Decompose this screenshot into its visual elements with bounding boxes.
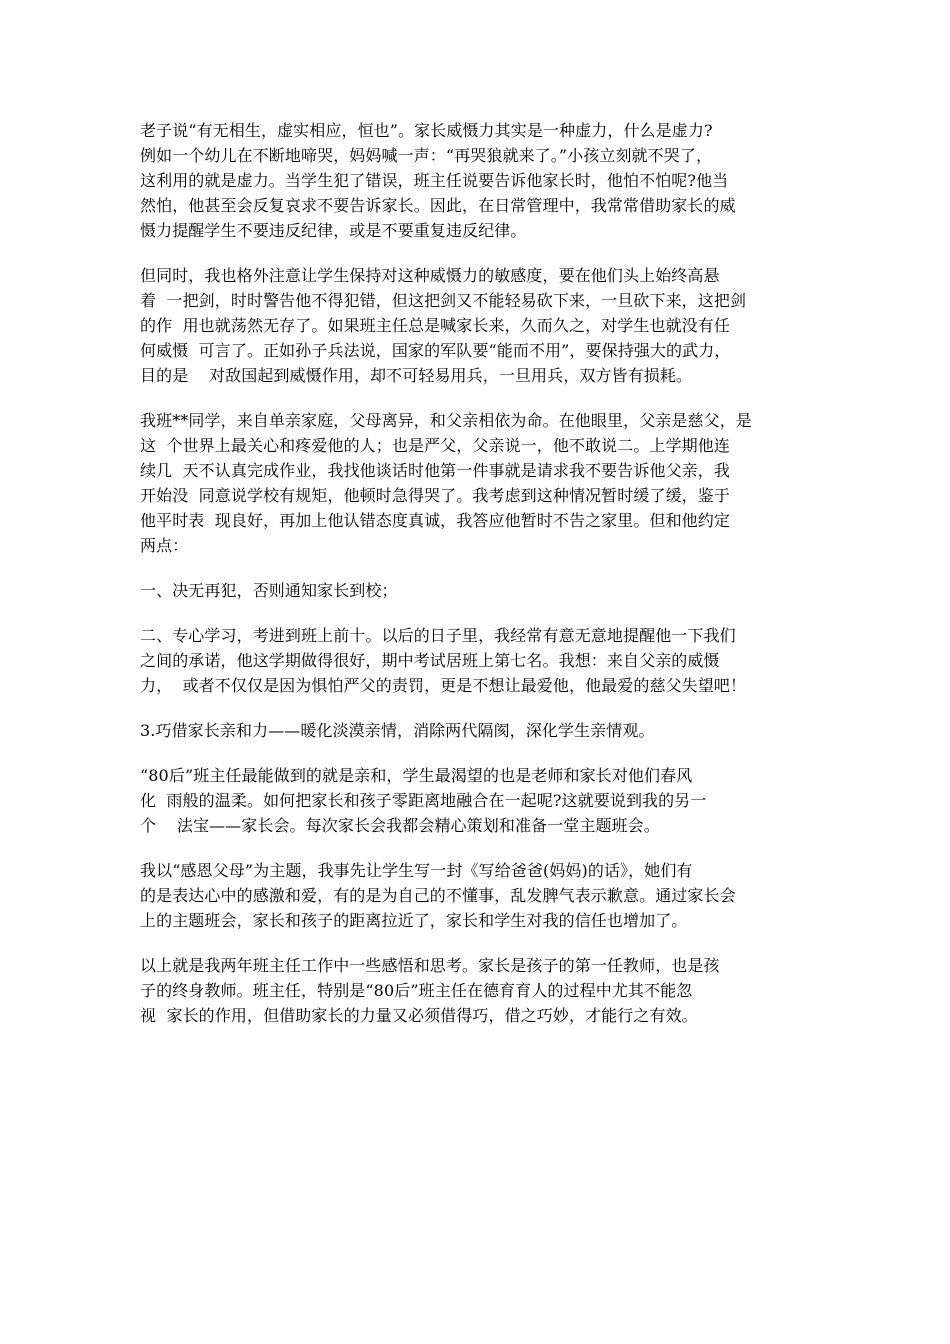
paragraph-line: 上的主题班会，家长和孩子的距离拉近了，家长和学生对我的信任也增加了。 [140, 911, 688, 930]
paragraph-1 [140, 118, 812, 243]
paragraph-3 [140, 408, 812, 558]
paragraph-4 [140, 578, 812, 603]
paragraph-line: 的是表达心中的感激和爱，有的是为自己的不懂事，乱发脾气表示歉意。通过家长会 [140, 886, 736, 905]
section-heading [140, 718, 812, 743]
paragraph-line: 这利用的就是虚力。当学生犯了错误，班主任说要告诉他家长时，他怕不怕呢?他当 [140, 171, 729, 190]
paragraph-line: 我班**同学，来自单亲家庭，父母离异，和父亲相依为命。在他眼里，父亲是慈父，是 [140, 411, 752, 430]
paragraph-line: 我以“感恩父母”为主题，我事先让学生写一封《写给爸爸(妈妈)的话》，她们有 [140, 861, 693, 880]
paragraph-line: 视 家长的作用，但借助家长的力量又必须借得巧，借之巧妙，才能行之有效。 [140, 1006, 698, 1025]
paragraph-line: 但同时，我也格外注意让学生保持对这种威慑力的敏感度，要在他们头上始终高悬 [140, 266, 720, 285]
paragraph-line: 的作 用也就荡然无存了。如果班主任总是喊家长来，久而久之，对学生也就没有任 [140, 316, 730, 335]
paragraph-line: 个 法宝——家长会。每次家长会我都会精心策划和准备一堂主题班会。 [140, 816, 660, 835]
paragraph-line: 老子说“有无相生，虚实相应，恒也”。家长威慑力其实是一种虚力，什么是虚力? [140, 121, 713, 140]
paragraph-7 [140, 763, 812, 838]
paragraph-line: 续几 天不认真完成作业，我找他谈话时他第一件事就是请求我不要告诉他父亲，我 [140, 461, 730, 480]
paragraph-8 [140, 858, 812, 933]
paragraph-9 [140, 953, 812, 1028]
paragraph-line: 何威慑 可言了。正如孙子兵法说，国家的军队要“能而不用”，要保持强大的武力， [140, 341, 731, 360]
paragraph-line: 着 一把剑，时时警告他不得犯错，但这把剑又不能轻易砍下来，一旦砍下来，这把剑 [140, 291, 747, 310]
paragraph-line: 慑力提醒学生不要违反纪律，或是不要重复违反纪律。 [140, 221, 527, 240]
paragraph-line: 以上就是我两年班主任工作中一些感悟和思考。家长是孩子的第一任教师，也是孩 [140, 956, 720, 975]
paragraph-line: 之间的承诺，他这学期做得很好，期中考试居班上第七名。我想：来自父亲的威慑 [140, 651, 720, 670]
paragraph-line: 一、决无再犯，否则通知家长到校； [140, 581, 398, 600]
section-heading-line: 3.巧借家长亲和力——暖化淡漠亲情，消除两代隔阂，深化学生亲情观。 [140, 721, 655, 740]
paragraph-line: 然怕，他甚至会反复哀求不要告诉家长。因此，在日常管理中，我常常借助家长的威 [140, 196, 736, 215]
paragraph-line: 他平时表 现良好，再加上他认错态度真诚，我答应他暂时不告之家里。但和他约定 [140, 511, 730, 530]
paragraph-line: 例如一个幼儿在不断地啼哭，妈妈喊一声：“再哭狼就来了。”小孩立刻就不哭了， [140, 146, 713, 165]
document-body [140, 118, 812, 1048]
paragraph-line: 二、专心学习，考进到班上前十。以后的日子里，我经常有意无意地提醒他一下我们 [140, 626, 736, 645]
paragraph-line: 子的终身教师。班主任，特别是“80后”班主任在德育育人的过程中尤其不能忽 [140, 981, 693, 1000]
paragraph-2 [140, 263, 812, 388]
paragraph-line: 力， 或者不仅仅是因为惧怕严父的责罚，更是不想让最爱他，他最爱的慈父失望吧！ [140, 676, 747, 695]
paragraph-line: 目的是 对敌国起到威慑作用，却不可轻易用兵，一旦用兵，双方皆有损耗。 [140, 366, 693, 385]
paragraph-line: 两点： [140, 536, 189, 555]
paragraph-line: 这 个世界上最关心和疼爱他的人；也是严父，父亲说一，他不敢说二。上学期他连 [140, 436, 730, 455]
paragraph-line: 开始没 同意说学校有规矩，他顿时急得哭了。我考虑到这种情况暂时缓了缓，鉴于 [140, 486, 730, 505]
paragraph-line: 化 雨般的温柔。如何把家长和孩子零距离地融合在一起呢?这就要说到我的另一 [140, 791, 707, 810]
paragraph-line: “80后”班主任最能做到的就是亲和，学生最渴望的也是老师和家长对他们春风 [140, 766, 693, 785]
paragraph-5 [140, 623, 812, 698]
